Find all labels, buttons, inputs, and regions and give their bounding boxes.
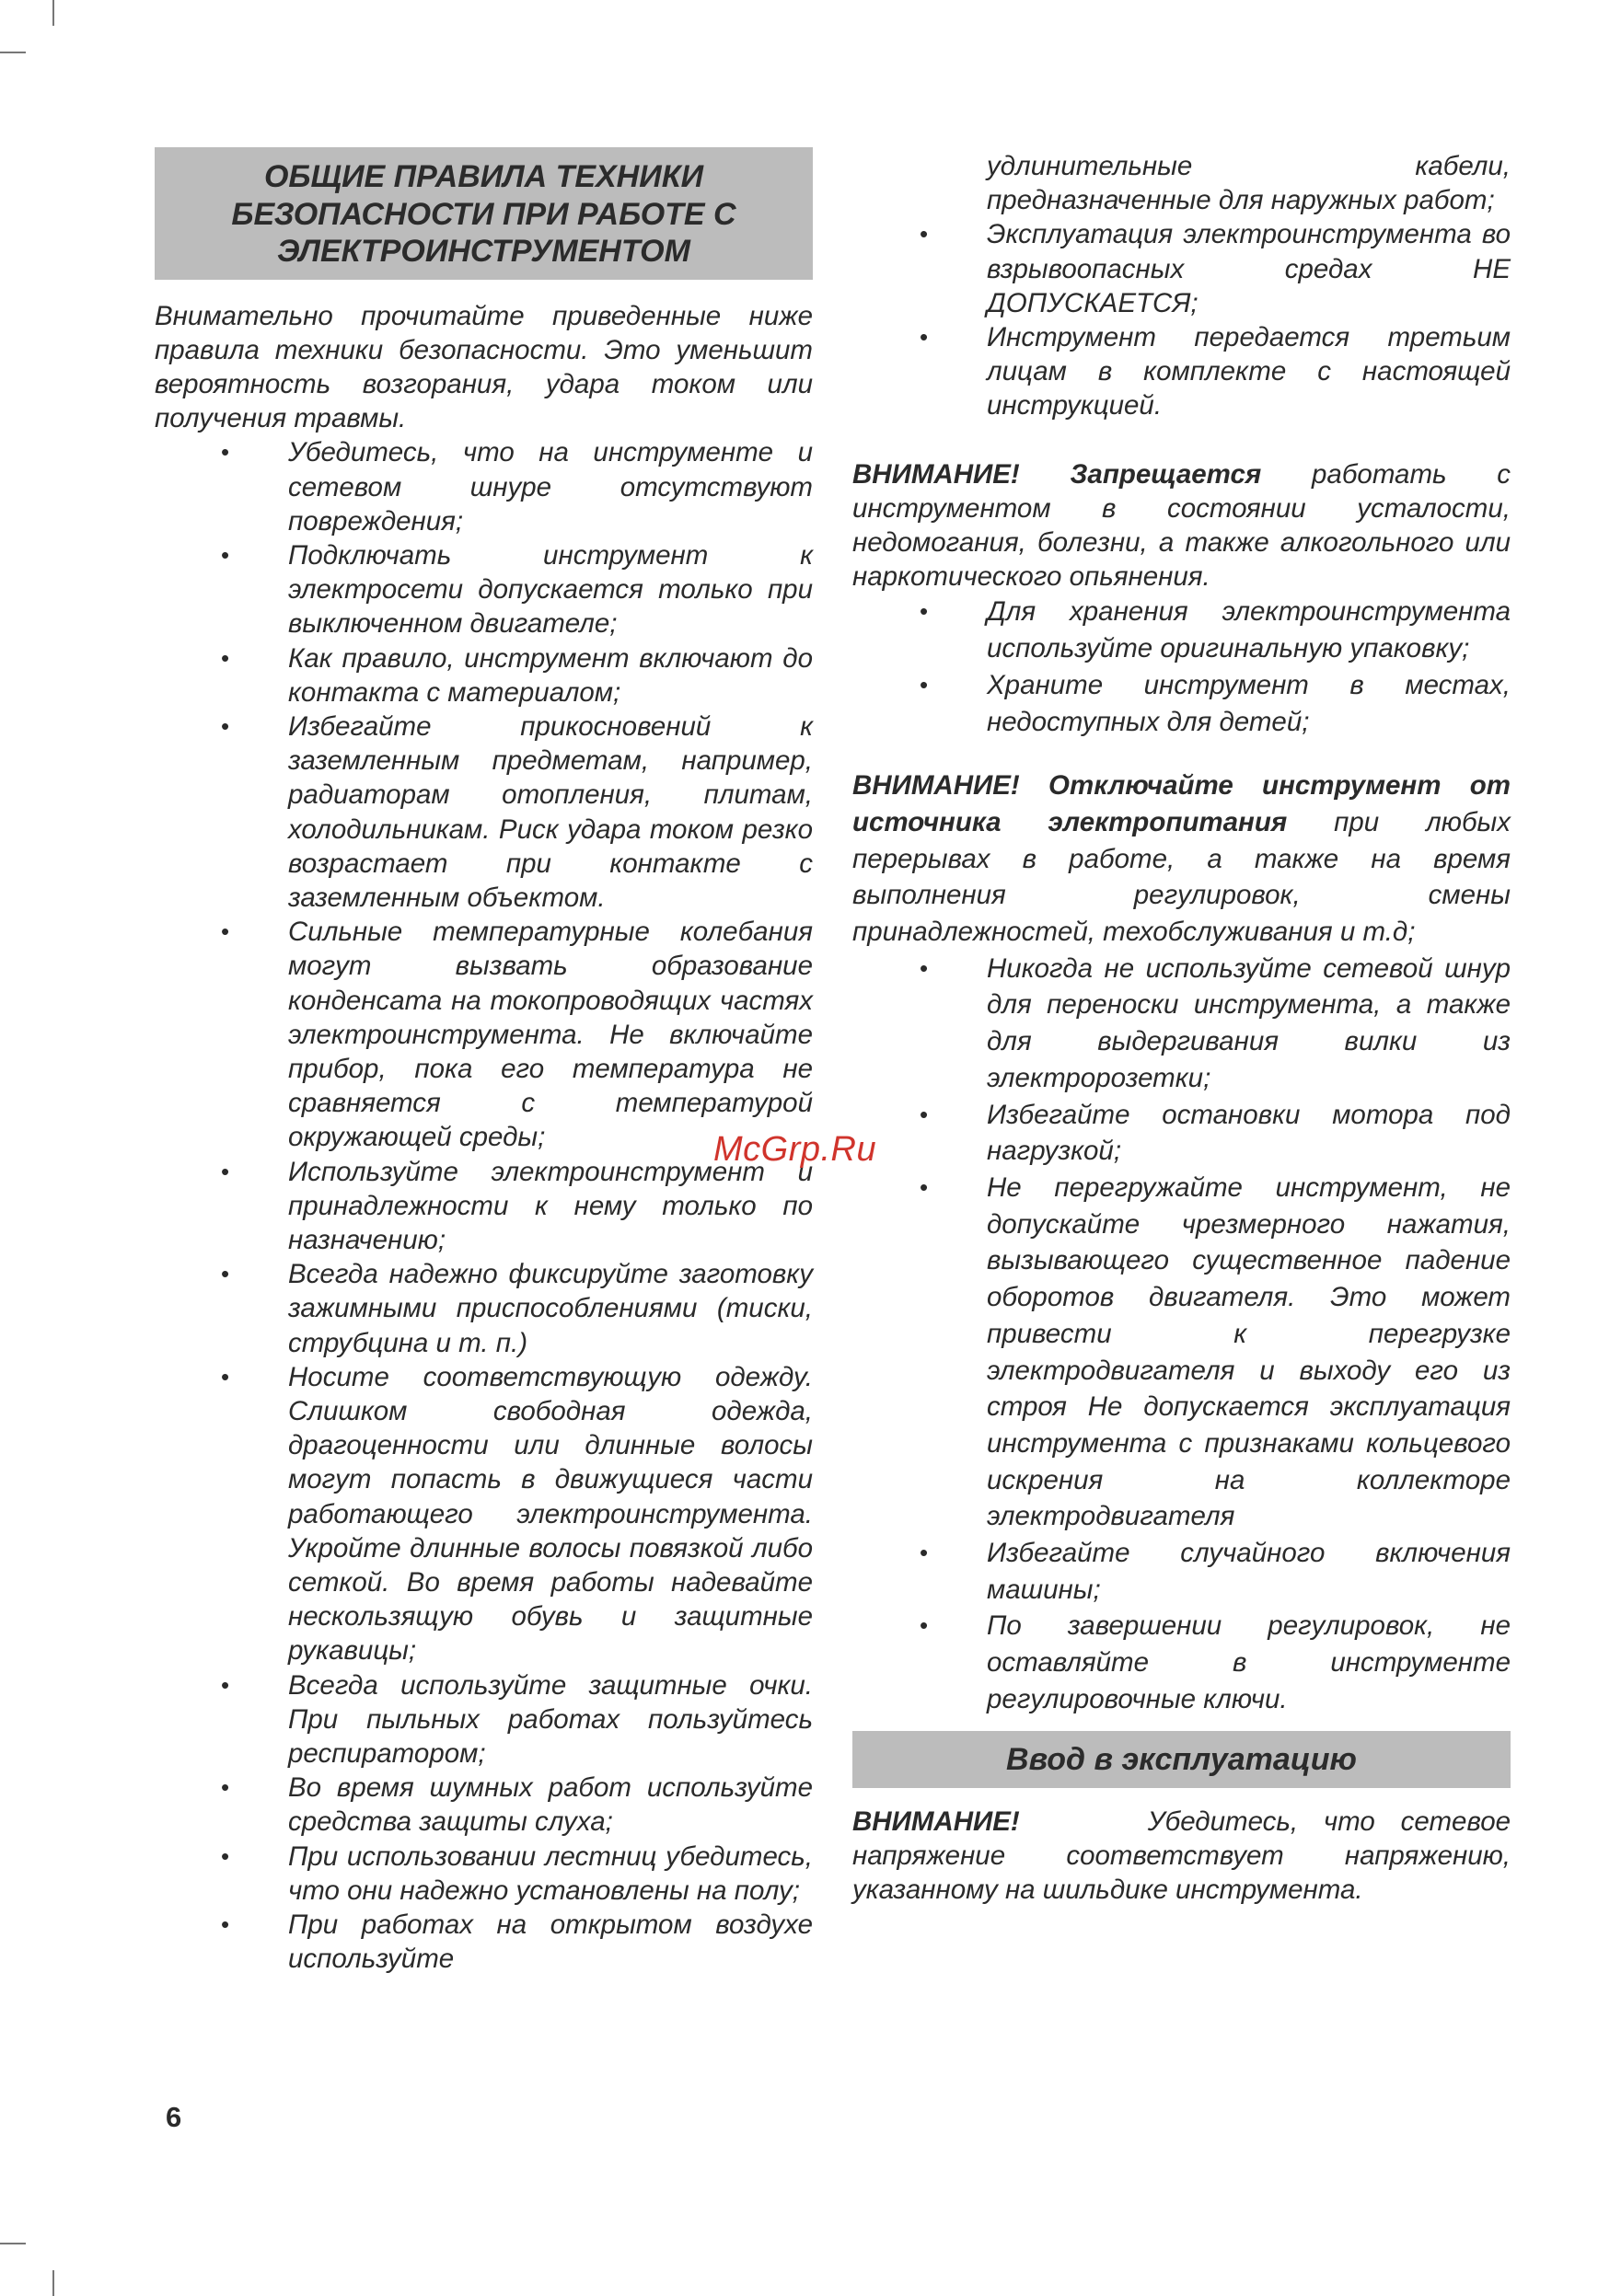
- warning-label: ВНИМАНИЕ!: [852, 770, 1020, 802]
- operation-list: [852, 951, 1511, 1718]
- watermark: McGrp.Ru: [713, 1130, 877, 1169]
- list-item: • Всегда надежно фиксируйте заготовку зажимными приспособлениями (тиски, струбцина и т. п.): [155, 1257, 813, 1360]
- heading-line: ЭЛЕКТРОИНСТРУМЕНТОМ: [277, 234, 690, 269]
- list-item-continuation: удлинительные кабели, предназначенные для наружных работ;: [987, 151, 1511, 216]
- list-item: • Сильные температурные колебания могут вызвать образование конденсата на токопроводящих частях электроинструмента. Не включайте прибор, пока его температура не сравняется с температурой окружающей среды;: [155, 915, 813, 1154]
- list-item: • По завершении регулировок, не оставляйте в инструменте регулировочные ключи.: [852, 1608, 1511, 1717]
- list-item: • Носите соответствующую одежду. Слишком свободная одежда, драгоценности или длинные волосы могут попасть в движущиеся части работающего электроинструмента. Укройте длинные волосы повязкой либо сеткой. Во время работы надевайте нескользящую обувь и защитные рукавицы;: [155, 1360, 813, 1668]
- warning-label: ВНИМАНИЕ!: [852, 1806, 1020, 1837]
- list-item: • Избегайте случайного включения машины;: [852, 1535, 1511, 1608]
- warning-bold: Запрещается: [1070, 458, 1262, 490]
- crop-mark: [52, 2270, 54, 2296]
- list-item: • Как правило, инструмент включают до контакта с материалом;: [155, 641, 813, 710]
- section-heading: [155, 147, 813, 280]
- list-item: • Эксплуатация электроинструмента во взрывоопасных средах НЕ ДОПУСКАЕТСЯ;: [852, 217, 1511, 320]
- list-item: • При работах на открытом воздухе используйте: [155, 1908, 813, 1976]
- warning-text: Убедитесь, что сетевое напряжение соответствует напряжению, указанному на шильдике инструмента.: [852, 1806, 1511, 1905]
- warning-paragraph: [852, 457, 1511, 594]
- warning-label: ВНИМАНИЕ!: [852, 458, 1020, 490]
- list-item: • Инструмент передается третьим лицам в комплекте с настоящей инструкцией.: [852, 320, 1511, 423]
- list-item: • Всегда используйте защитные очки. При пыльных работах пользуйтесь респиратором;: [155, 1668, 813, 1771]
- section-heading-commissioning: Ввод в эксплуатацию: [852, 1731, 1511, 1788]
- warning-bold: Отключайте инструмент от источника электропитания: [852, 770, 1511, 837]
- list-item: • Никогда не используйте сетевой шнур для переноски инструмента, а также для выдергивания вилки из электророзетки;: [852, 951, 1511, 1097]
- heading-line: ОБЩИЕ ПРАВИЛА ТЕХНИКИ: [263, 159, 704, 194]
- page-number: 6: [166, 2101, 182, 2133]
- list-item: • Храните инструмент в местах, недоступных для детей;: [852, 667, 1511, 740]
- list-item: • Избегайте остановки мотора под нагрузкой;: [852, 1097, 1511, 1170]
- crop-mark: [0, 2243, 26, 2244]
- warning-paragraph: [852, 1805, 1511, 1908]
- safety-list-continued: [852, 149, 1511, 423]
- list-item: • Избегайте прикосновений к заземленным предметам, например, радиаторам отопления, плитам, холодильникам. Риск удара током резко возрастает при контакте с заземленным объектом.: [155, 710, 813, 915]
- list-item: • Не перегружайте инструмент, не допускайте чрезмерного нажатия, вызывающего существенное падение оборотов двигателя. Это может привести к перегрузке электродвигателя и выходу его из строя Не допускается эксплуатация инструмента с признаками кольцевого искрения на коллекторе электродвигателя: [852, 1170, 1511, 1535]
- safety-list: [155, 435, 813, 1976]
- list-item: • Используйте электроинструмент и принадлежности к нему только по назначению;: [155, 1155, 813, 1258]
- left-column: [155, 147, 813, 1976]
- warning-text: при любых перерывах в работе, а также на время выполнения регулировок, смены принадлежностей, техобслуживания и т.д;: [852, 806, 1511, 948]
- list-item: • Для хранения электроинструмента используйте оригинальную упаковку;: [852, 594, 1511, 666]
- storage-list: [852, 594, 1511, 740]
- list-item: • Во время шумных работ используйте средства защиты слуха;: [155, 1771, 813, 1839]
- warning-paragraph: [852, 767, 1511, 951]
- right-column: [852, 149, 1511, 1907]
- intro-paragraph: Внимательно прочитайте приведенные ниже правила техники безопасности. Это уменьшит вероятность возгорания, удара током или получения травмы.: [155, 300, 813, 434]
- list-item: • При использовании лестниц убедитесь, что они надежно установлены на полу;: [155, 1840, 813, 1908]
- list-item: • Убедитесь, что на инструменте и сетевом шнуре отсутствуют повреждения;: [155, 435, 813, 538]
- crop-mark: [0, 52, 26, 53]
- heading-line: БЕЗОПАСНОСТИ ПРИ РАБОТЕ С: [231, 196, 736, 232]
- crop-mark: [52, 0, 54, 26]
- list-item: • Подключать инструмент к электросети допускается только при выключенном двигателе;: [155, 538, 813, 641]
- warning-text: работать с инструментом в состоянии усталости, недомогания, болезни, а также алкогольного или наркотического опьянения.: [852, 458, 1511, 593]
